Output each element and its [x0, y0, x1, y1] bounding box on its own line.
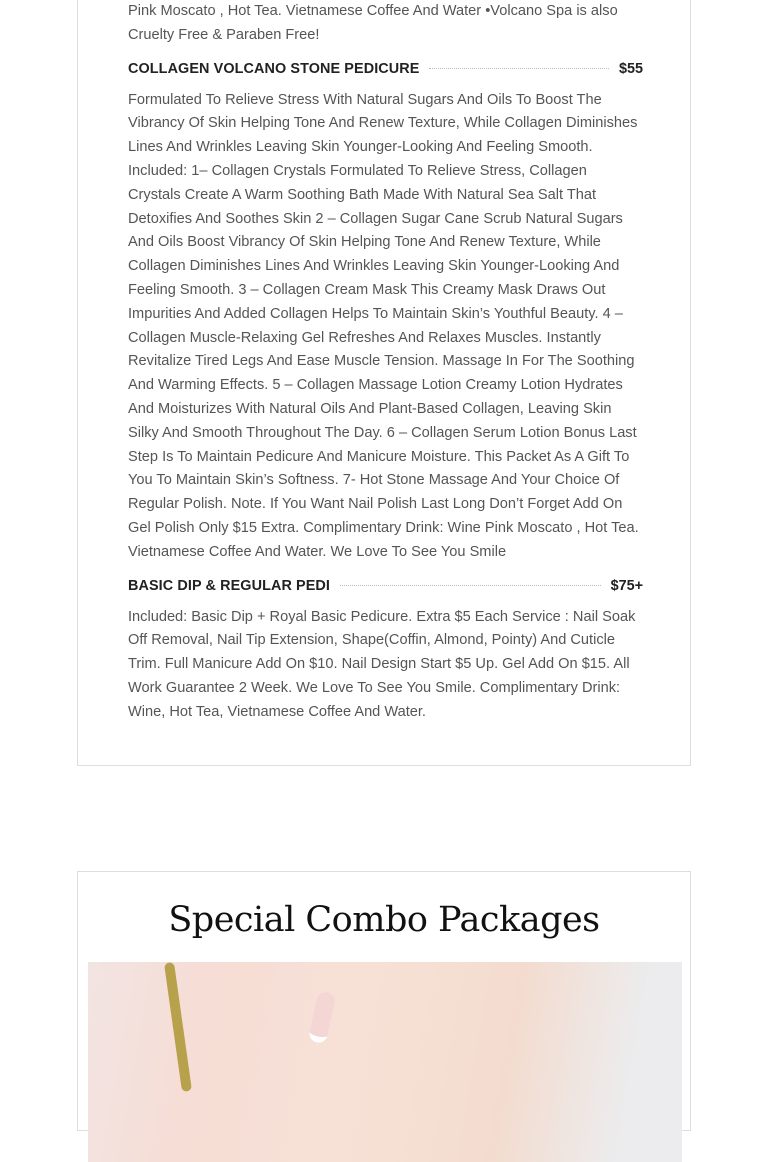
menu-item-description: Included: Basic Dip + Royal Basic Pedicure. Extra $5 Each Service : Nail Soak Off Removal, Nail Tip Extension, Shape(Coffin, Almond, Pointy) And Cuticle Trim. Full Manicure Add On $10. Nail Design Start $5 Up. Gel Add On $15. All Work Guarantee 2 Week. We Love To See You Smile. Complimentary Drink: Wine, Hot Tea, Vietnamese Coffee And Water. [128, 608, 636, 720]
dotted-leader [340, 585, 601, 586]
section-title: Special Combo Packages [168, 900, 600, 940]
combo-packages-card [77, 871, 691, 1131]
menu-item-name: BASIC DIP & REGULAR PEDI [128, 577, 331, 594]
menu-item-price: $55 [618, 60, 643, 77]
previous-item-description-tail: Pink Moscato , Hot Tea. Vietnamese Coffee And Water •Volcano Spa is also Cruelty Free & Paraben Free! [128, 3, 618, 43]
menu-item-header [128, 57, 643, 81]
menu-list [128, 0, 643, 725]
french-nail [308, 991, 336, 1045]
menu-item-name: COLLAGEN VOLCANO STONE PEDICURE [128, 60, 420, 77]
dotted-leader [429, 68, 609, 69]
menu-item-description: Formulated To Relieve Stress With Natural Sugars And Oils To Boost The Vibrancy Of Skin Helping Tone And Renew Texture, While Collagen Diminishes Lines And Wrinkles Leaving Skin Younger-Looking And Feeling Smooth. Included: 1– Collagen Crystals Formulated To Relieve Stress, Collagen Crystals Create A Warm Soothing Bath Made With Natural Sea Salt That Detoxifies And Soothes Skin 2 – Collagen Sugar Cane Scrub Natural Sugars And Oils Boost Vibrancy Of Skin Helping Tone And Renew Texture, While Collagen Diminishes Lines And Wrinkles Leaving Skin Younger-Looking And Feeling Smooth. 3 – Collagen Cream Mask This Creamy Mask Draws Out Impurities And Added Collagen Helps To Maintain Skin’s Youthful Beauty. 4 – Collagen Muscle-Relaxing Gel Refreshes And Relaxes Muscles. Instantly Revitalize Tired Legs And Ease Muscle Tension. Massage In For The Soothing And Warming Effects. 5 – Collagen Massage Lotion Creamy Lotion Hydrates And Moisturizes With Natural Oils And Plant-Based Collagen, Leaving Skin Silky And Smooth Throughout The Day. 6 – Collagen Serum Lotion Bonus Last Step Is To Maintain Pedicure And Manicure Moisture. This Packet As A Gift To You To Maintain Skin’s Softness. 7- Hot Stone Massage And Your Choice Of Regular Polish. Note. If You Want Nail Polish Last Long Don’t Forget Add On Gel Polish Only $15 Extra. Complimentary Drink: Wine Pink Moscato , Hot Tea. Vietnamese Coffee And Water. We Love To See You Smile [128, 91, 639, 560]
pedicure-menu-card [77, 0, 691, 766]
orchid-stem [164, 962, 192, 1092]
manicure-hands-image [88, 962, 682, 1162]
menu-item-header [128, 574, 643, 598]
menu-item-price: $75+ [610, 577, 643, 594]
